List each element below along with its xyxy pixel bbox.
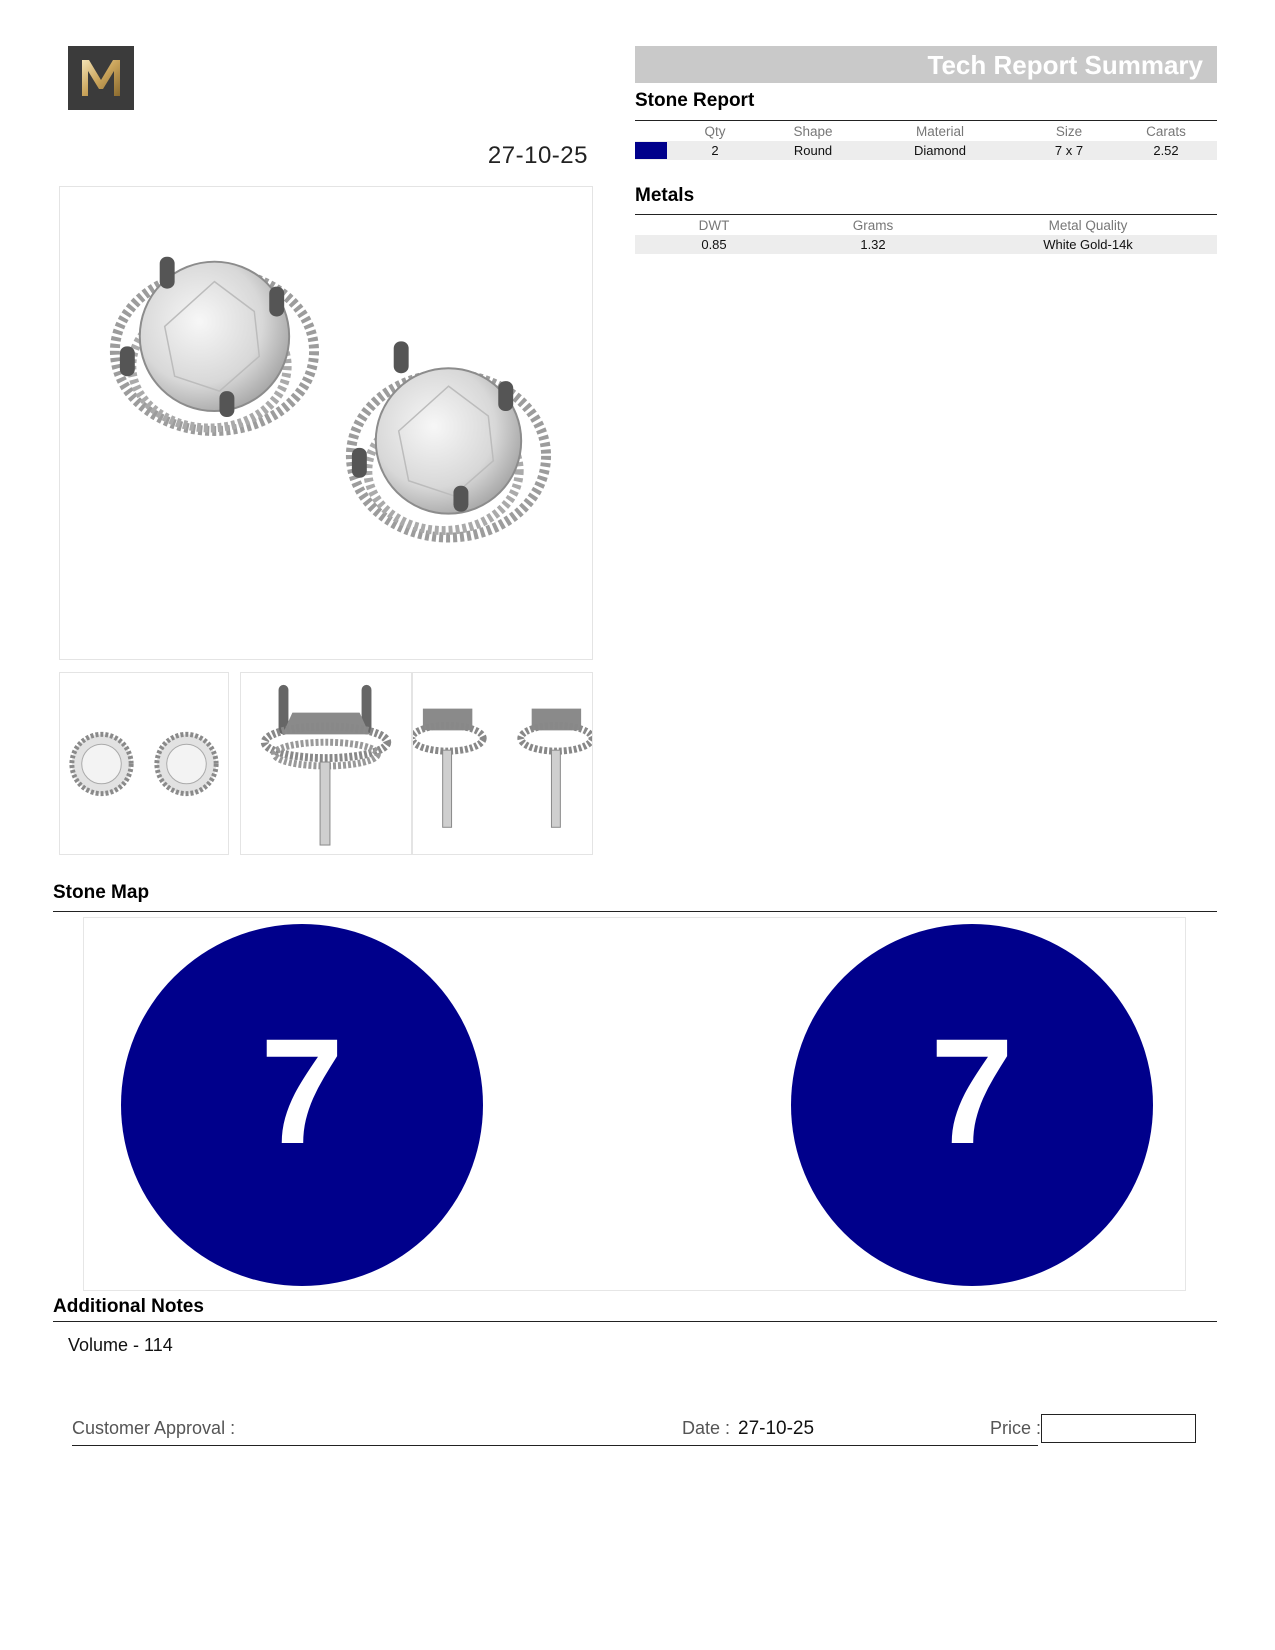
earring-front-icon — [241, 673, 411, 854]
stone-report-heading: Stone Report — [635, 90, 755, 111]
divider — [635, 120, 1217, 121]
thumbnail-side-views[interactable] — [412, 672, 593, 855]
table-header-row — [635, 216, 1217, 235]
title-bar — [635, 46, 1217, 83]
customer-approval-label: Customer Approval : — [72, 1418, 236, 1438]
stone-size: 7 x 7 — [1054, 143, 1084, 158]
price-label: Price : — [990, 1418, 1042, 1438]
column-header: Carats — [1146, 124, 1186, 139]
stone-qty: 2 — [711, 143, 719, 158]
additional-notes-heading: Additional Notes — [53, 1296, 204, 1317]
stone-size-label: 7 — [930, 1007, 1014, 1175]
notes-text: Volume - 114 — [68, 1335, 173, 1355]
stone-size-label: 7 — [260, 1007, 344, 1175]
column-header: Metal Quality — [1048, 218, 1128, 233]
earring-side-icon — [413, 673, 592, 854]
price-field[interactable] — [1041, 1414, 1196, 1443]
column-header: DWT — [698, 218, 730, 233]
metal-quality: White Gold-14k — [1043, 237, 1133, 252]
column-header: Qty — [704, 124, 726, 139]
stone-carats: 2.52 — [1153, 143, 1179, 158]
report-title: Tech Report Summary — [927, 50, 1203, 80]
thumbnail-front-view[interactable] — [240, 672, 412, 855]
approval-date-value: 27-10-25 — [738, 1418, 815, 1439]
stone-map — [83, 917, 1186, 1291]
metals-table — [635, 216, 1217, 254]
company-logo — [68, 46, 134, 110]
main-product-image — [59, 186, 593, 660]
stone-map-heading: Stone Map — [53, 882, 150, 903]
earring-pair-icon — [60, 673, 228, 854]
stone-map-stone — [791, 924, 1153, 1286]
report-date: 27-10-25 — [487, 142, 588, 169]
stone-material: Diamond — [913, 143, 967, 158]
stone-map-stone — [121, 924, 483, 1286]
metal-grams: 1.32 — [860, 237, 886, 252]
signature-line — [72, 1445, 1038, 1446]
table-row — [635, 235, 1217, 254]
earring-render-icon — [60, 187, 592, 659]
column-header: Shape — [793, 124, 833, 139]
column-header: Material — [915, 124, 965, 139]
stone-report-table — [635, 122, 1217, 160]
column-header: Grams — [852, 218, 894, 233]
table-header-row — [635, 122, 1217, 141]
stone-color-swatch — [635, 142, 667, 159]
divider — [53, 911, 1217, 912]
column-header: Size — [1055, 124, 1083, 139]
divider — [53, 1321, 1217, 1322]
approval-date-label: Date : — [682, 1418, 731, 1438]
m-logo-icon — [68, 46, 134, 110]
divider — [635, 214, 1217, 215]
table-row — [635, 141, 1217, 160]
stone-shape: Round — [793, 143, 833, 158]
thumbnail-top-view[interactable] — [59, 672, 229, 855]
metal-dwt: 0.85 — [701, 237, 727, 252]
metals-heading: Metals — [635, 185, 695, 206]
